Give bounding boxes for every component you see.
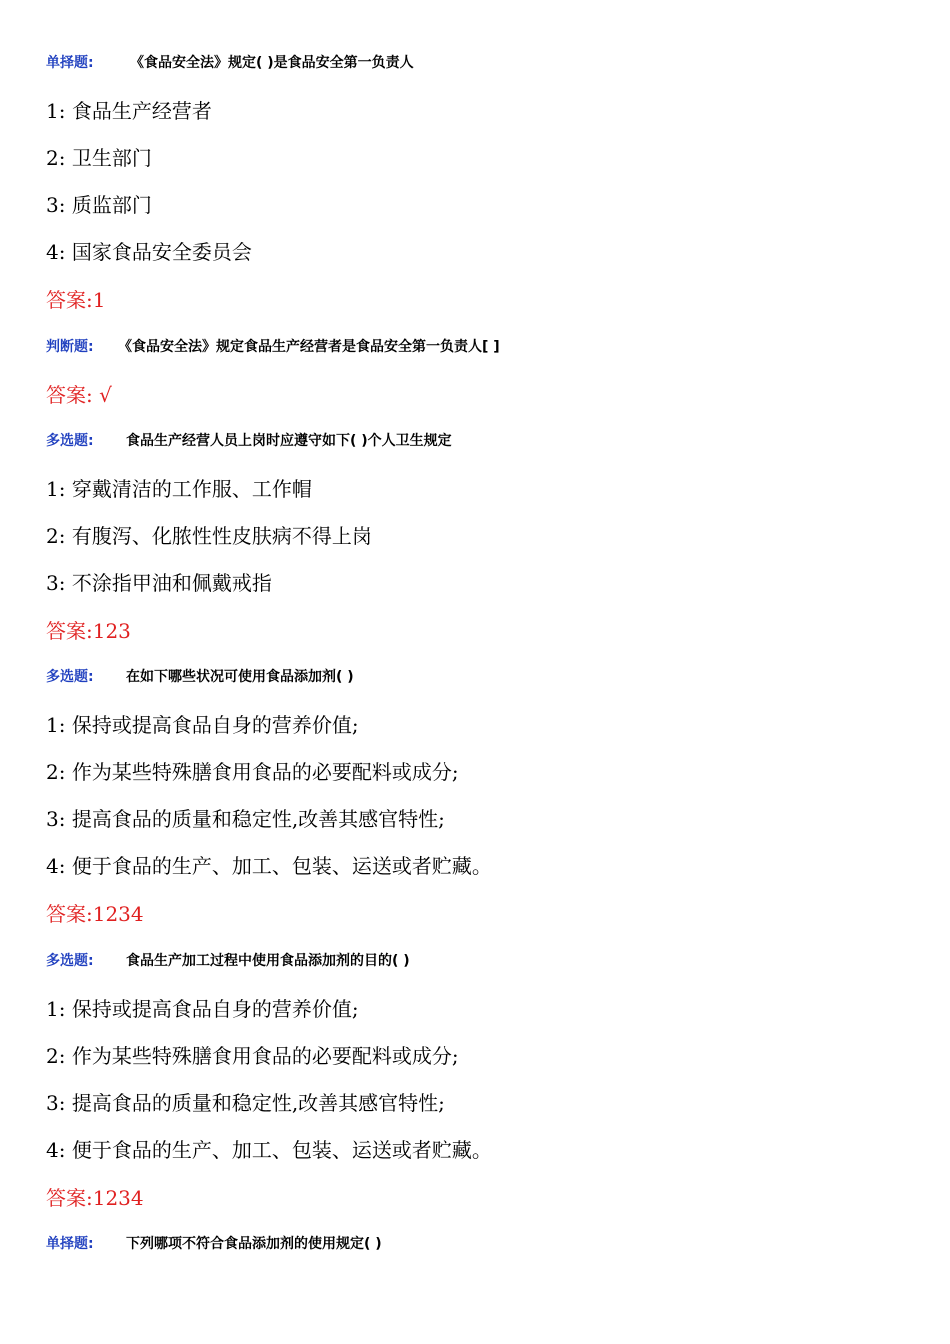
- question-text: 食品生产加工过程中使用食品添加剂的目的( ): [126, 953, 410, 969]
- option-item: 2: 有腹泻、化脓性性皮肤病不得上岗: [46, 524, 372, 548]
- option-item: 2: 卫生部门: [46, 146, 152, 170]
- option-item: 3: 提高食品的质量和稳定性,改善其感官特性;: [46, 807, 445, 831]
- option-item: 2: 作为某些特殊膳食用食品的必要配料或成分;: [46, 760, 459, 784]
- question-text: 在如下哪些状况可使用食品添加剂( ): [126, 669, 354, 685]
- option-item: 1: 食品生产经营者: [46, 99, 212, 123]
- answer-text: 答案:123: [46, 619, 131, 643]
- question-text: 《食品安全法》规定食品生产经营者是食品安全第一负责人[ ]: [118, 339, 500, 355]
- question-header: [46, 1235, 382, 1253]
- question-type-label: 单择题:: [46, 1236, 94, 1252]
- option-item: 3: 提高食品的质量和稳定性,改善其感官特性;: [46, 1091, 445, 1115]
- question-header: [46, 432, 452, 450]
- option-item: 1: 保持或提高食品自身的营养价值;: [46, 713, 359, 737]
- option-item: 2: 作为某些特殊膳食用食品的必要配料或成分;: [46, 1044, 459, 1068]
- question-type-label: 多选题:: [46, 433, 94, 449]
- question-type-label: 判断题:: [46, 339, 94, 355]
- answer-text: 答案: √: [46, 383, 112, 407]
- answer-text: 答案:1: [46, 288, 106, 312]
- question-text: 食品生产经营人员上岗时应遵守如下( )个人卫生规定: [126, 433, 452, 449]
- question-text: 下列哪项不符合食品添加剂的使用规定( ): [126, 1236, 382, 1252]
- option-item: 1: 保持或提高食品自身的营养价值;: [46, 997, 359, 1021]
- question-type-label: 单择题:: [46, 55, 94, 71]
- answer-text: 答案:1234: [46, 1186, 144, 1210]
- question-header: [46, 668, 354, 686]
- option-item: 3: 不涂指甲油和佩戴戒指: [46, 571, 272, 595]
- option-item: 4: 便于食品的生产、加工、包装、运送或者贮藏。: [46, 1138, 492, 1162]
- question-header: [46, 54, 414, 72]
- answer-text: 答案:1234: [46, 902, 144, 926]
- option-item: 4: 便于食品的生产、加工、包装、运送或者贮藏。: [46, 854, 492, 878]
- option-item: 3: 质监部门: [46, 193, 152, 217]
- question-header: [46, 338, 500, 356]
- question-header: [46, 952, 410, 970]
- question-type-label: 多选题:: [46, 953, 94, 969]
- option-item: 4: 国家食品安全委员会: [46, 240, 252, 264]
- question-text: 《食品安全法》规定( )是食品安全第一负责人: [130, 55, 414, 71]
- option-item: 1: 穿戴清洁的工作服、工作帽: [46, 477, 312, 501]
- question-type-label: 多选题:: [46, 669, 94, 685]
